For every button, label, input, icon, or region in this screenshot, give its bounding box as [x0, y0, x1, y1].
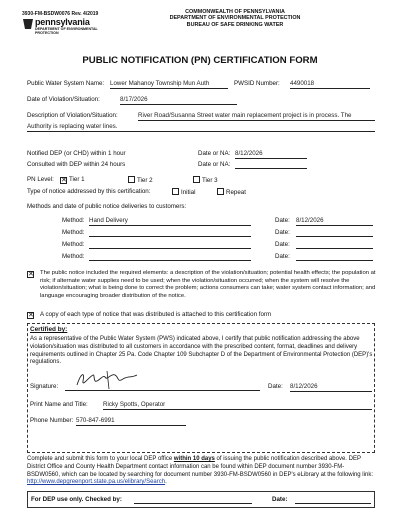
method-2-date-label: Date:	[275, 229, 290, 236]
description-field-line1[interactable]: River Road/Susanna Street water main replacement project is in process. The	[138, 112, 375, 121]
required-elements-text: The public notice included the required elements: a description of the violation/situation; potential health effects; the population at risk; if alternate water supplies need to be used; when the violation/situation occurred; when the system will resolve the violation/situation; what is being done to correct the problem; actions consumers can take; water system contact information; and language encouraging broader distribution of the notice.	[40, 270, 376, 300]
methods-label: Methods and date of public notice deliveries to customers:	[27, 203, 187, 210]
brand-name: pennsylvania	[35, 17, 90, 27]
date-or-na-1-label: Date or NA:	[198, 150, 231, 157]
date-or-na-1-field[interactable]: 8/12/2026	[235, 150, 307, 159]
dep-date-field[interactable]	[295, 496, 371, 504]
method-3-field[interactable]	[89, 241, 251, 249]
date-or-na-2-label: Date or NA:	[198, 161, 231, 168]
dep-checked-by-field[interactable]	[134, 496, 252, 504]
notice-type-label: Type of notice addressed by this certification:	[27, 188, 151, 195]
pn-level-label: PN Level:	[27, 176, 54, 183]
tier3-label: Tier 3	[202, 177, 218, 184]
cert-date-label: Date:	[268, 383, 283, 390]
description-field-line2[interactable]: Authority is replacing water lines.	[27, 123, 375, 132]
method-3-label: Method:	[62, 241, 85, 248]
dep-use-label: For DEP use only. Checked by:	[31, 496, 122, 503]
method-2-date-field[interactable]	[296, 229, 373, 237]
method-2-field[interactable]	[89, 229, 251, 237]
method-3-date-field[interactable]	[296, 241, 373, 249]
certification-statement: As a representative of the Public Water System (PWS) indicated above, I certify that public notification addressing the above violation/situation was distributed to all customers in accordance with the prescribed content, format, deadlines and delivery requirements outlined in Chapter 25 Pa. Code Chapter 109 Subchapter D of the Department of Environmental Protection (DEP)'s regulations.	[30, 336, 373, 366]
cert-date-field[interactable]: 8/12/2026	[290, 383, 372, 392]
phone-label: Phone Number:	[30, 417, 74, 424]
instructions-pre: Complete and submit this form to your local DEP office	[27, 456, 174, 462]
system-name-label: Public Water System Name:	[27, 80, 105, 87]
phone-field[interactable]: 570-847-6991	[76, 417, 186, 426]
consulted-label: Consulted with DEP within 24 hours	[27, 161, 126, 168]
handwritten-signature	[73, 369, 143, 391]
instructions-post: of issuing the public notification described above. DEP District Office and County Health Department contact information can be found within DEP document number 3930-FM-BSDW0560, which can be located by searching for document number 3930-FM-BSDW0560 in DEP's eLibrary at the following link:	[27, 456, 373, 478]
signature-label: Signature:	[30, 383, 59, 390]
pwsid-label: PWSID Number:	[234, 80, 280, 87]
agency-line-2: DEPARTMENT OF ENVIRONMENTAL PROTECTION	[169, 15, 301, 22]
signature-field[interactable]	[65, 383, 260, 391]
tier1-checkbox[interactable]: ✕	[61, 177, 67, 184]
method-4-date-field[interactable]	[296, 253, 373, 261]
submission-instructions	[27, 456, 377, 487]
tier2-checkbox[interactable]	[128, 176, 135, 183]
method-1-date-label: Date:	[275, 217, 290, 224]
date-or-na-2-field[interactable]	[235, 161, 307, 169]
method-1-date-field[interactable]: 8/12/2026	[296, 217, 373, 226]
tier2-label: Tier 2	[137, 177, 153, 184]
method-1-field[interactable]: Hand Delivery	[89, 217, 251, 226]
dep-date-label: Date:	[272, 496, 288, 503]
pwsid-field[interactable]: 4490018	[290, 80, 370, 89]
form-title: PUBLIC NOTIFICATION (PN) CERTIFICATION FORM	[82, 55, 318, 66]
print-name-field[interactable]: Ricky Spotts, Operator	[103, 401, 372, 410]
instructions-tail: .	[165, 479, 167, 486]
repeat-checkbox[interactable]	[217, 188, 224, 195]
certified-heading: Certified by:	[30, 326, 68, 333]
initial-label: Initial	[181, 189, 196, 196]
system-name-field[interactable]: Lower Mahanoy Township Mun Auth	[110, 80, 228, 89]
description-label: Description of Violation/Situation:	[27, 112, 118, 119]
method-4-field[interactable]	[89, 253, 251, 261]
instructions-deadline: within 10 days	[173, 456, 215, 462]
method-3-date-label: Date:	[275, 241, 290, 248]
brand-sub1: DEPARTMENT OF ENVIRONMENTAL	[35, 27, 98, 31]
method-4-label: Method:	[62, 253, 85, 260]
copy-check-mark[interactable]: ✕	[28, 312, 34, 319]
method-4-date-label: Date:	[275, 253, 290, 260]
brand-sub2: PROTECTION	[35, 31, 59, 35]
copy-attached-checkbox[interactable]	[27, 311, 36, 319]
tier1-option[interactable]	[60, 176, 85, 184]
form-id: 3930-FM-BSDW0076 Rev. 4/2019	[22, 11, 99, 17]
method-2-label: Method:	[62, 229, 85, 236]
method-1-label: Method:	[62, 217, 85, 224]
violation-date-label: Date of Violation/Situation:	[27, 96, 100, 103]
tier3-checkbox[interactable]	[193, 176, 200, 183]
tier1-label: Tier 1	[69, 176, 85, 183]
repeat-label: Repeat	[226, 189, 246, 196]
repeat-option[interactable]	[217, 188, 246, 197]
tier2-option[interactable]	[128, 176, 153, 185]
violation-date-field[interactable]: 8/17/2026	[120, 96, 237, 105]
agency-block	[120, 9, 350, 28]
agency-line-3: BUREAU OF SAFE DRINKING WATER	[186, 21, 284, 28]
keystone-icon	[22, 18, 34, 30]
elements-checkbox[interactable]	[27, 270, 36, 278]
print-name-label: Print Name and Title:	[30, 401, 88, 408]
pa-logo	[22, 17, 98, 39]
elements-check-mark[interactable]: ✕	[28, 271, 34, 278]
tier3-option[interactable]	[193, 176, 218, 185]
copy-attached-text: A copy of each type of notice that was distributed is attached to this certification form	[40, 311, 272, 318]
elibrary-link[interactable]: http://www.depgreenport.state.pa.us/elibrary/Search	[27, 479, 166, 486]
initial-checkbox[interactable]	[172, 188, 179, 195]
initial-option[interactable]	[172, 188, 195, 197]
agency-line-1: COMMONWEALTH OF PENNSYLVANIA	[185, 9, 285, 15]
notified-label: Notified DEP (or CHD) within 1 hour	[27, 150, 126, 157]
